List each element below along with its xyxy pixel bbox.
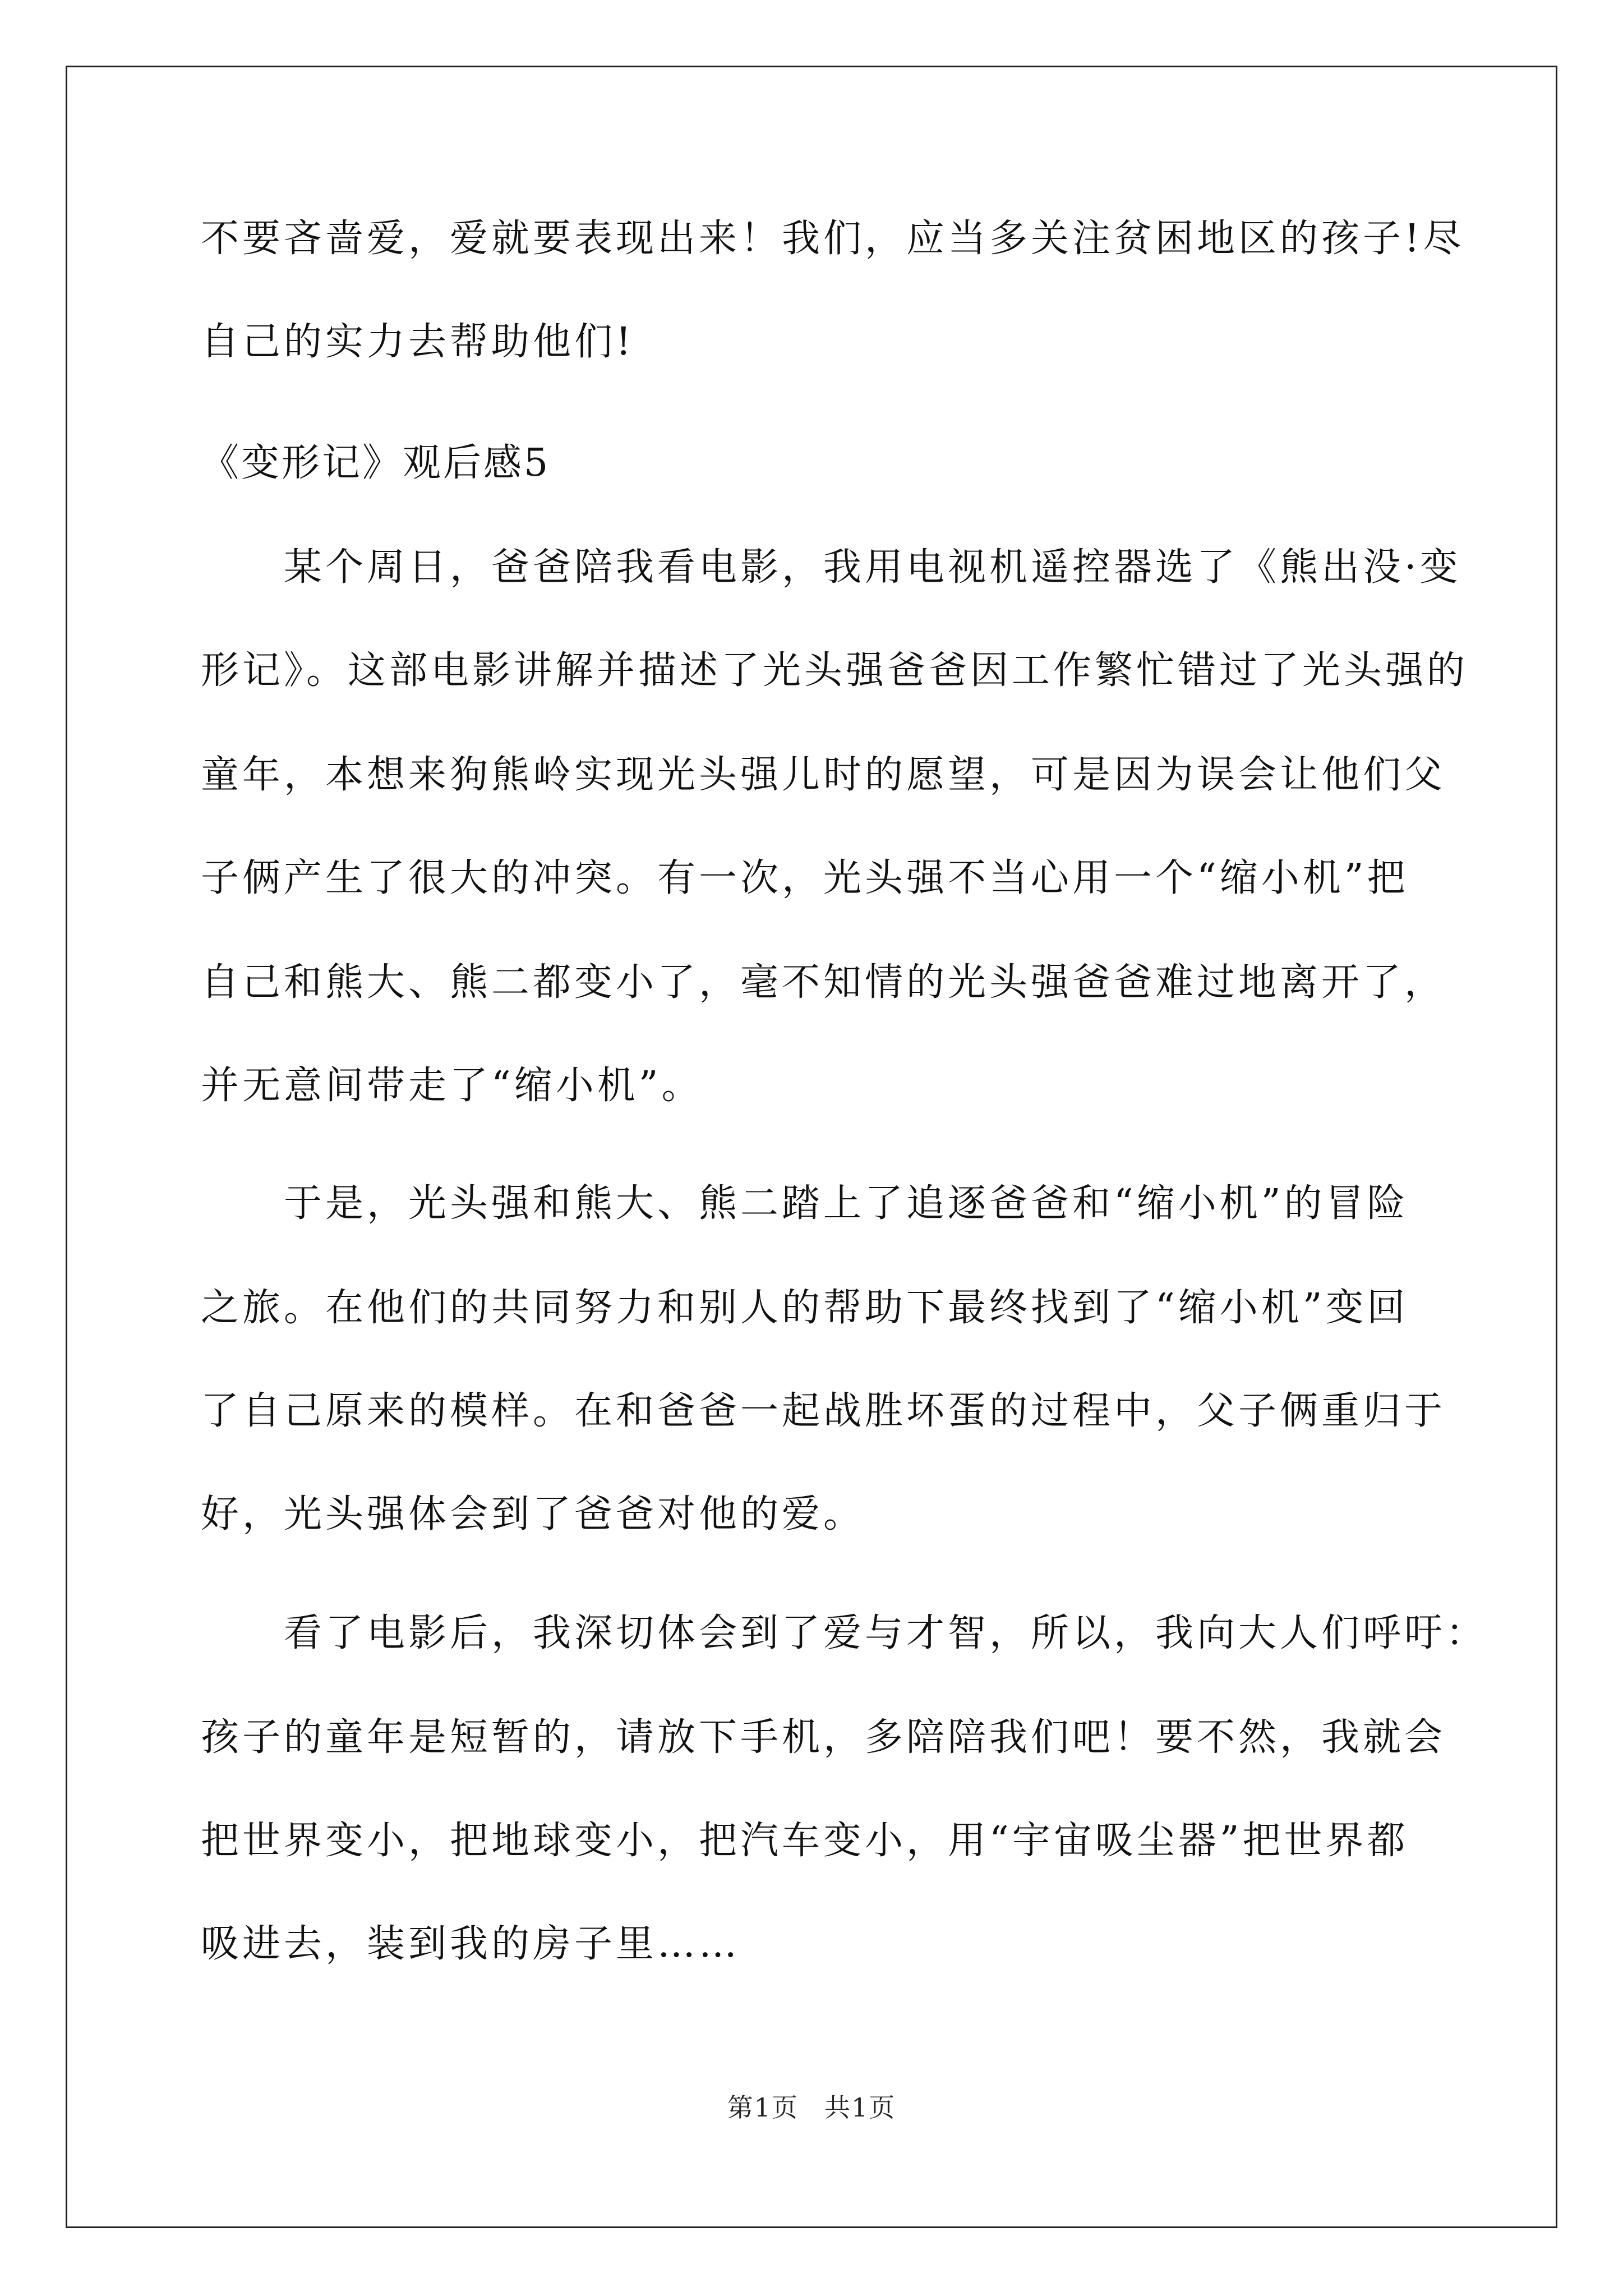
paragraph-line: 不要吝啬爱，爱就要表现出来！我们，应当多关注贫困地区的孩子!尽 — [201, 217, 1465, 261]
paragraph-line: 自己的实力去帮助他们! — [201, 320, 635, 364]
paragraph-line: 之旅。在他们的共同努力和别人的帮助下最终找到了“缩小机”变回 — [201, 1286, 1409, 1330]
paragraph-line: 孩子的童年是短暂的，请放下手机，多陪陪我们吧！要不然，我就会 — [201, 1715, 1446, 1760]
paragraph-line: 于是，光头强和熊大、熊二踏上了追逐爸爸和“缩小机”的冒险 — [284, 1181, 1409, 1226]
paragraph-line: 了自己原来的模样。在和爸爸一起战胜坏蛋的过程中，父子俩重归于 — [201, 1389, 1446, 1433]
page-total: 共1页 — [824, 2092, 896, 2123]
paragraph-line: 吸进去，装到我的房子里…… — [201, 1922, 741, 1966]
paragraph-line: 把世界变小，把地球变小，把汽车变小，用“宇宙吸尘器”把世界都 — [201, 1819, 1409, 1863]
paragraph-line: 并无意间带走了“缩小机”。 — [201, 1064, 703, 1108]
paragraph-line: 形记》。这部电影讲解并描述了光头强爸爸因工作繁忙错过了光头强的 — [201, 648, 1469, 693]
paragraph-line: 好，光头强体会到了爸爸对他的爱。 — [201, 1492, 865, 1536]
page-number: 第1页 — [727, 2092, 799, 2123]
section-heading: 《变形记》观后感5 — [201, 441, 551, 485]
page-footer — [0, 2092, 1623, 2123]
paragraph-line: 某个周日，爸爸陪我看电影，我用电视机遥控器选了《熊出没·变 — [284, 545, 1461, 590]
page-border — [66, 66, 1557, 2228]
paragraph-line: 看了电影后，我深切体会到了爱与才智，所以，我向大人们呼吁： — [284, 1611, 1488, 1655]
paragraph-line: 自己和熊大、熊二都变小了，毫不知情的光头强爸爸难过地离开了， — [201, 960, 1446, 1005]
paragraph-line: 童年，本想来狗熊岭实现光头强儿时的愿望，可是因为误会让他们父 — [201, 753, 1446, 797]
paragraph-line: 子俩产生了很大的冲突。有一次，光头强不当心用一个“缩小机”把 — [201, 856, 1409, 900]
